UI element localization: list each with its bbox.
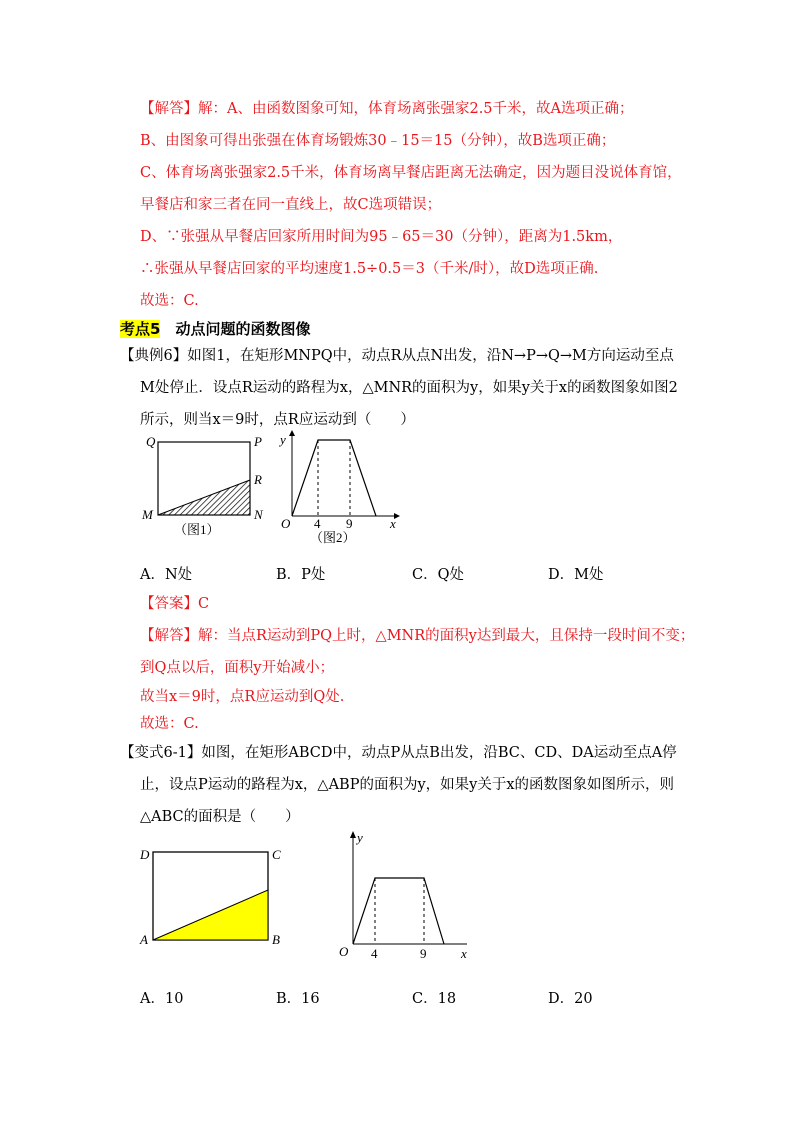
section-title: 动点问题的函数图像 xyxy=(175,320,311,338)
variant-option-b[interactable]: B．16 xyxy=(276,991,320,1007)
figure-2-caption: （图2） xyxy=(310,530,356,545)
axis-label-y: y xyxy=(357,830,363,845)
label-p: P xyxy=(254,434,262,449)
label-c: C xyxy=(272,847,281,862)
explanation-1-line-1: 【解答】解：A、由函数图象可知，体育场离张强家2.5千米，故A选项正确； xyxy=(140,101,634,117)
tick-4: 4 xyxy=(314,516,321,531)
example6-explanation-line-3: 故当x＝9时，点R应运动到Q处. xyxy=(140,689,345,705)
example6-explanation-line-2: 到Q点以后，面积y开始减小； xyxy=(140,660,335,676)
example6-explanation-line-4: 故选：C. xyxy=(140,716,199,732)
variant6-1-line-3: △ABC的面积是（ ） xyxy=(140,809,300,825)
example6-line-2: M处停止．设点R运动的路程为x，△MNR的面积为y，如果y关于x的函数图象如图2 xyxy=(140,380,678,396)
variant-option-a[interactable]: A．10 xyxy=(140,991,184,1007)
tick-4: 4 xyxy=(371,946,378,961)
variant6-1-line-1: 【变式6-1】如图，在矩形ABCD中，动点P从点B出发，沿BC、CD、DA运动至点A停 xyxy=(120,745,677,761)
label-m: M xyxy=(142,507,153,522)
label-b: B xyxy=(272,932,280,947)
example6-line-1: 【典例6】如图1，在矩形MNPQ中，动点R从点N出发，沿N→P→Q→M方向运动至点 xyxy=(120,348,674,364)
example6-option-d[interactable]: D．M处 xyxy=(548,567,604,583)
label-n: N xyxy=(254,507,263,522)
explanation-1-line-7: 故选：C. xyxy=(140,293,199,309)
example6-option-a[interactable]: A．N处 xyxy=(140,567,193,583)
origin-label: O xyxy=(281,516,291,531)
example6-figure-2 xyxy=(282,428,402,548)
variant6-1-line-2: 止，设点P运动的路程为x，△ABP的面积为y，如果y关于x的函数图象如图所示，则 xyxy=(140,777,675,793)
label-r: R xyxy=(254,472,262,487)
section-label: 考点5 xyxy=(120,320,161,338)
triangle-mnr-shaded xyxy=(158,480,250,515)
function-graph xyxy=(292,440,376,516)
label-q: Q xyxy=(146,434,156,449)
triangle-abp-shaded xyxy=(153,890,268,940)
section-heading xyxy=(120,319,310,339)
example6-line-3: 所示，则当x＝9时，点R应运动到（ ） xyxy=(140,412,415,428)
label-a: A xyxy=(140,932,148,947)
example6-figure-1 xyxy=(140,430,270,540)
label-d: D xyxy=(140,847,150,862)
explanation-1-line-4: 早餐店和家三者在同一直线上，故C选项错误； xyxy=(140,197,442,213)
example6-option-c[interactable]: C．Q处 xyxy=(412,567,464,583)
tick-9: 9 xyxy=(420,946,427,961)
variant-option-d[interactable]: D．20 xyxy=(548,991,593,1007)
axis-label-y: y xyxy=(280,432,286,447)
axis-label-x: x xyxy=(390,516,396,531)
explanation-1-line-5: D、∵张强从早餐店回家所用时间为95﹣65＝30（分钟），距离为1.5km， xyxy=(140,229,623,245)
explanation-1-line-6: ∴张强从早餐店回家的平均速度1.5÷0.5＝3（千米/时），故D选项正确. xyxy=(140,261,599,277)
explanation-1-line-3: C、体育场离张强家2.5千米，体育场离早餐店距离无法确定，因为题目没说体育馆， xyxy=(140,165,682,181)
example6-answer: 【答案】C xyxy=(140,596,210,612)
tick-9: 9 xyxy=(346,516,353,531)
example6-explanation-line-1: 【解答】解：当点R运动到PQ上时，△MNR的面积y达到最大，且保持一段时间不变； xyxy=(140,628,695,644)
example6-option-b[interactable]: B．P处 xyxy=(276,567,326,583)
function-graph xyxy=(353,878,444,944)
axis-label-x: x xyxy=(461,946,467,961)
variant-figure-rectangle xyxy=(136,842,296,952)
origin-label: O xyxy=(339,944,349,959)
variant-figure-graph xyxy=(325,826,475,966)
variant-option-c[interactable]: C．18 xyxy=(412,991,457,1007)
figure-1-caption: （图1） xyxy=(174,522,220,537)
explanation-1-line-2: B、由图象可得出张强在体育场锻炼30﹣15＝15（分钟），故B选项正确； xyxy=(140,133,616,149)
